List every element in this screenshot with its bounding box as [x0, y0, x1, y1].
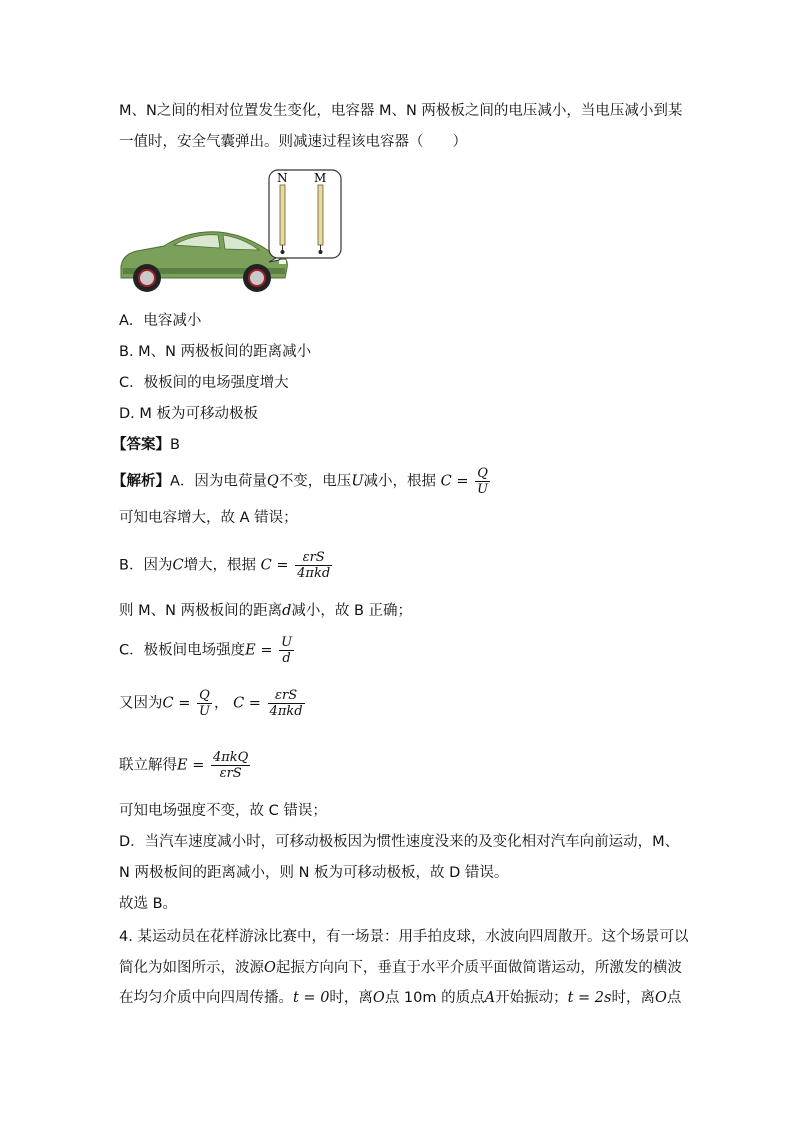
formula-t0: t = 0	[293, 990, 330, 1006]
car-illustration	[121, 232, 287, 292]
symbol-o: O	[372, 990, 385, 1006]
option-a: A．电容减小	[119, 313, 202, 329]
analysis-b-line	[119, 550, 334, 581]
plate-m-label: M	[314, 171, 327, 185]
option-d: D. M 板为可移动极板	[119, 406, 259, 422]
answer-tag: 【答案】	[112, 437, 170, 453]
analysis-a-text-3: 减小，根据	[363, 473, 437, 490]
fraction-capacitance-2: $\frac{\text{εrS}}{\text{4πkd}}$	[269, 688, 303, 719]
plate-n-label: N	[277, 171, 288, 185]
analysis-b-text-2: 增大，根据	[183, 557, 257, 574]
question-line-2: 一值时，安全气囊弹出。则减速过程该电容器（ ）	[119, 134, 467, 150]
nq3-a: 在均匀介质中向四周传播。	[119, 990, 293, 1006]
analysis-a2: 可知电容增大，故 A 错误；	[119, 510, 298, 526]
analysis-a-text-2: 不变，电压	[278, 473, 352, 490]
nq-text: 简化为如图所示，波源	[119, 960, 264, 976]
next-question-line-3	[119, 988, 681, 1008]
symbol-u: U	[351, 473, 364, 490]
formula-e: E	[177, 757, 188, 774]
analysis-c-text: C．极板间电场强度	[119, 642, 246, 659]
symbol-q: Q	[266, 473, 279, 490]
analysis-d2: N 两极板间的距离减小，则 N 板为可移动极板，故 D 错误。	[119, 865, 509, 881]
option-b: B. M、N 两极板间的距离减小	[119, 344, 312, 360]
car-capacitor-figure	[119, 168, 379, 298]
symbol-c: C	[172, 557, 184, 574]
fraction-u-over-d: $\frac{U}{d}$	[281, 635, 293, 666]
formula-e: E	[245, 642, 256, 659]
analysis-a-text: A．因为电荷量	[170, 473, 267, 490]
separator: ，	[213, 695, 229, 712]
next-question-line-1: 4. 某运动员在花样游泳比赛中，有一场景：用手拍皮球，水波向四周散开。这个场景可以	[119, 929, 689, 945]
formula-c-2: C	[233, 695, 245, 712]
fraction-q-over-u: $\frac{Q}{U}$	[477, 466, 489, 497]
analysis-tag: 【解析】	[112, 473, 170, 490]
formula-t2: t = 2s	[567, 990, 612, 1006]
analysis-c4: 可知电场强度不变，故 C 错误；	[119, 803, 327, 819]
symbol-d: d	[282, 603, 292, 619]
analysis-c3-text: 联立解得	[119, 757, 177, 774]
equals: =	[187, 757, 209, 774]
analysis-b2-line	[119, 601, 412, 621]
analysis-c2-line	[119, 688, 307, 719]
analysis-a-line	[112, 466, 492, 497]
fraction-field-result: $\frac{\text{4πkQ}}{\text{εrS}}$	[212, 750, 249, 781]
symbol-o: O	[264, 960, 276, 976]
option-c: C．极板间的电场强度增大	[119, 375, 289, 391]
answer-value: B	[170, 437, 180, 453]
plate-m	[318, 185, 323, 245]
equals: =	[255, 642, 278, 659]
analysis-conclusion: 故选 B。	[119, 896, 178, 912]
analysis-c2-text: 又因为	[119, 695, 163, 712]
plate-n	[280, 185, 285, 245]
answer-line	[112, 435, 180, 455]
equals: =	[244, 695, 266, 712]
next-question-line-2	[119, 958, 682, 978]
nq3-d: 开始振动；	[495, 990, 568, 1006]
symbol-o-2: O	[654, 990, 667, 1006]
nq3-f: 点	[666, 990, 682, 1006]
fraction-q-over-u-2: $\frac{Q}{U}$	[198, 688, 210, 719]
analysis-b-text: B．因为	[119, 557, 173, 574]
formula-c: C	[440, 473, 452, 490]
analysis-c3-line	[119, 750, 252, 781]
formula-c: C	[260, 557, 272, 574]
fraction-capacitance: $\frac{\text{εrS}}{\text{4πkd}}$	[297, 550, 331, 581]
equals: =	[271, 557, 294, 574]
equals: =	[173, 695, 195, 712]
formula-c: C	[162, 695, 174, 712]
analysis-b2-text: 则 M、N 两极板间的距离	[119, 603, 283, 619]
equals: =	[451, 473, 474, 490]
nq3-e: 时，离	[611, 990, 655, 1006]
symbol-a: A	[484, 990, 496, 1006]
analysis-c-line	[119, 635, 296, 666]
analysis-b2-text-2: 减小，故 B 正确；	[291, 603, 413, 619]
nq3-b: 时，离	[329, 990, 373, 1006]
question-line-1: M、N之间的相对位置发生变化，电容器 M、N 两极板之间的电压减小，当电压减小到某	[119, 103, 683, 119]
nq-text-2: 起振方向向下，垂直于水平介质平面做简谐运动，所激发的横波	[275, 960, 682, 976]
analysis-d1: D．当汽车速度减小时，可移动极板因为惯性速度没来的及变化相对汽车向前运动，M、	[119, 834, 680, 850]
nq3-c: 点 10m 的质点	[384, 990, 485, 1006]
